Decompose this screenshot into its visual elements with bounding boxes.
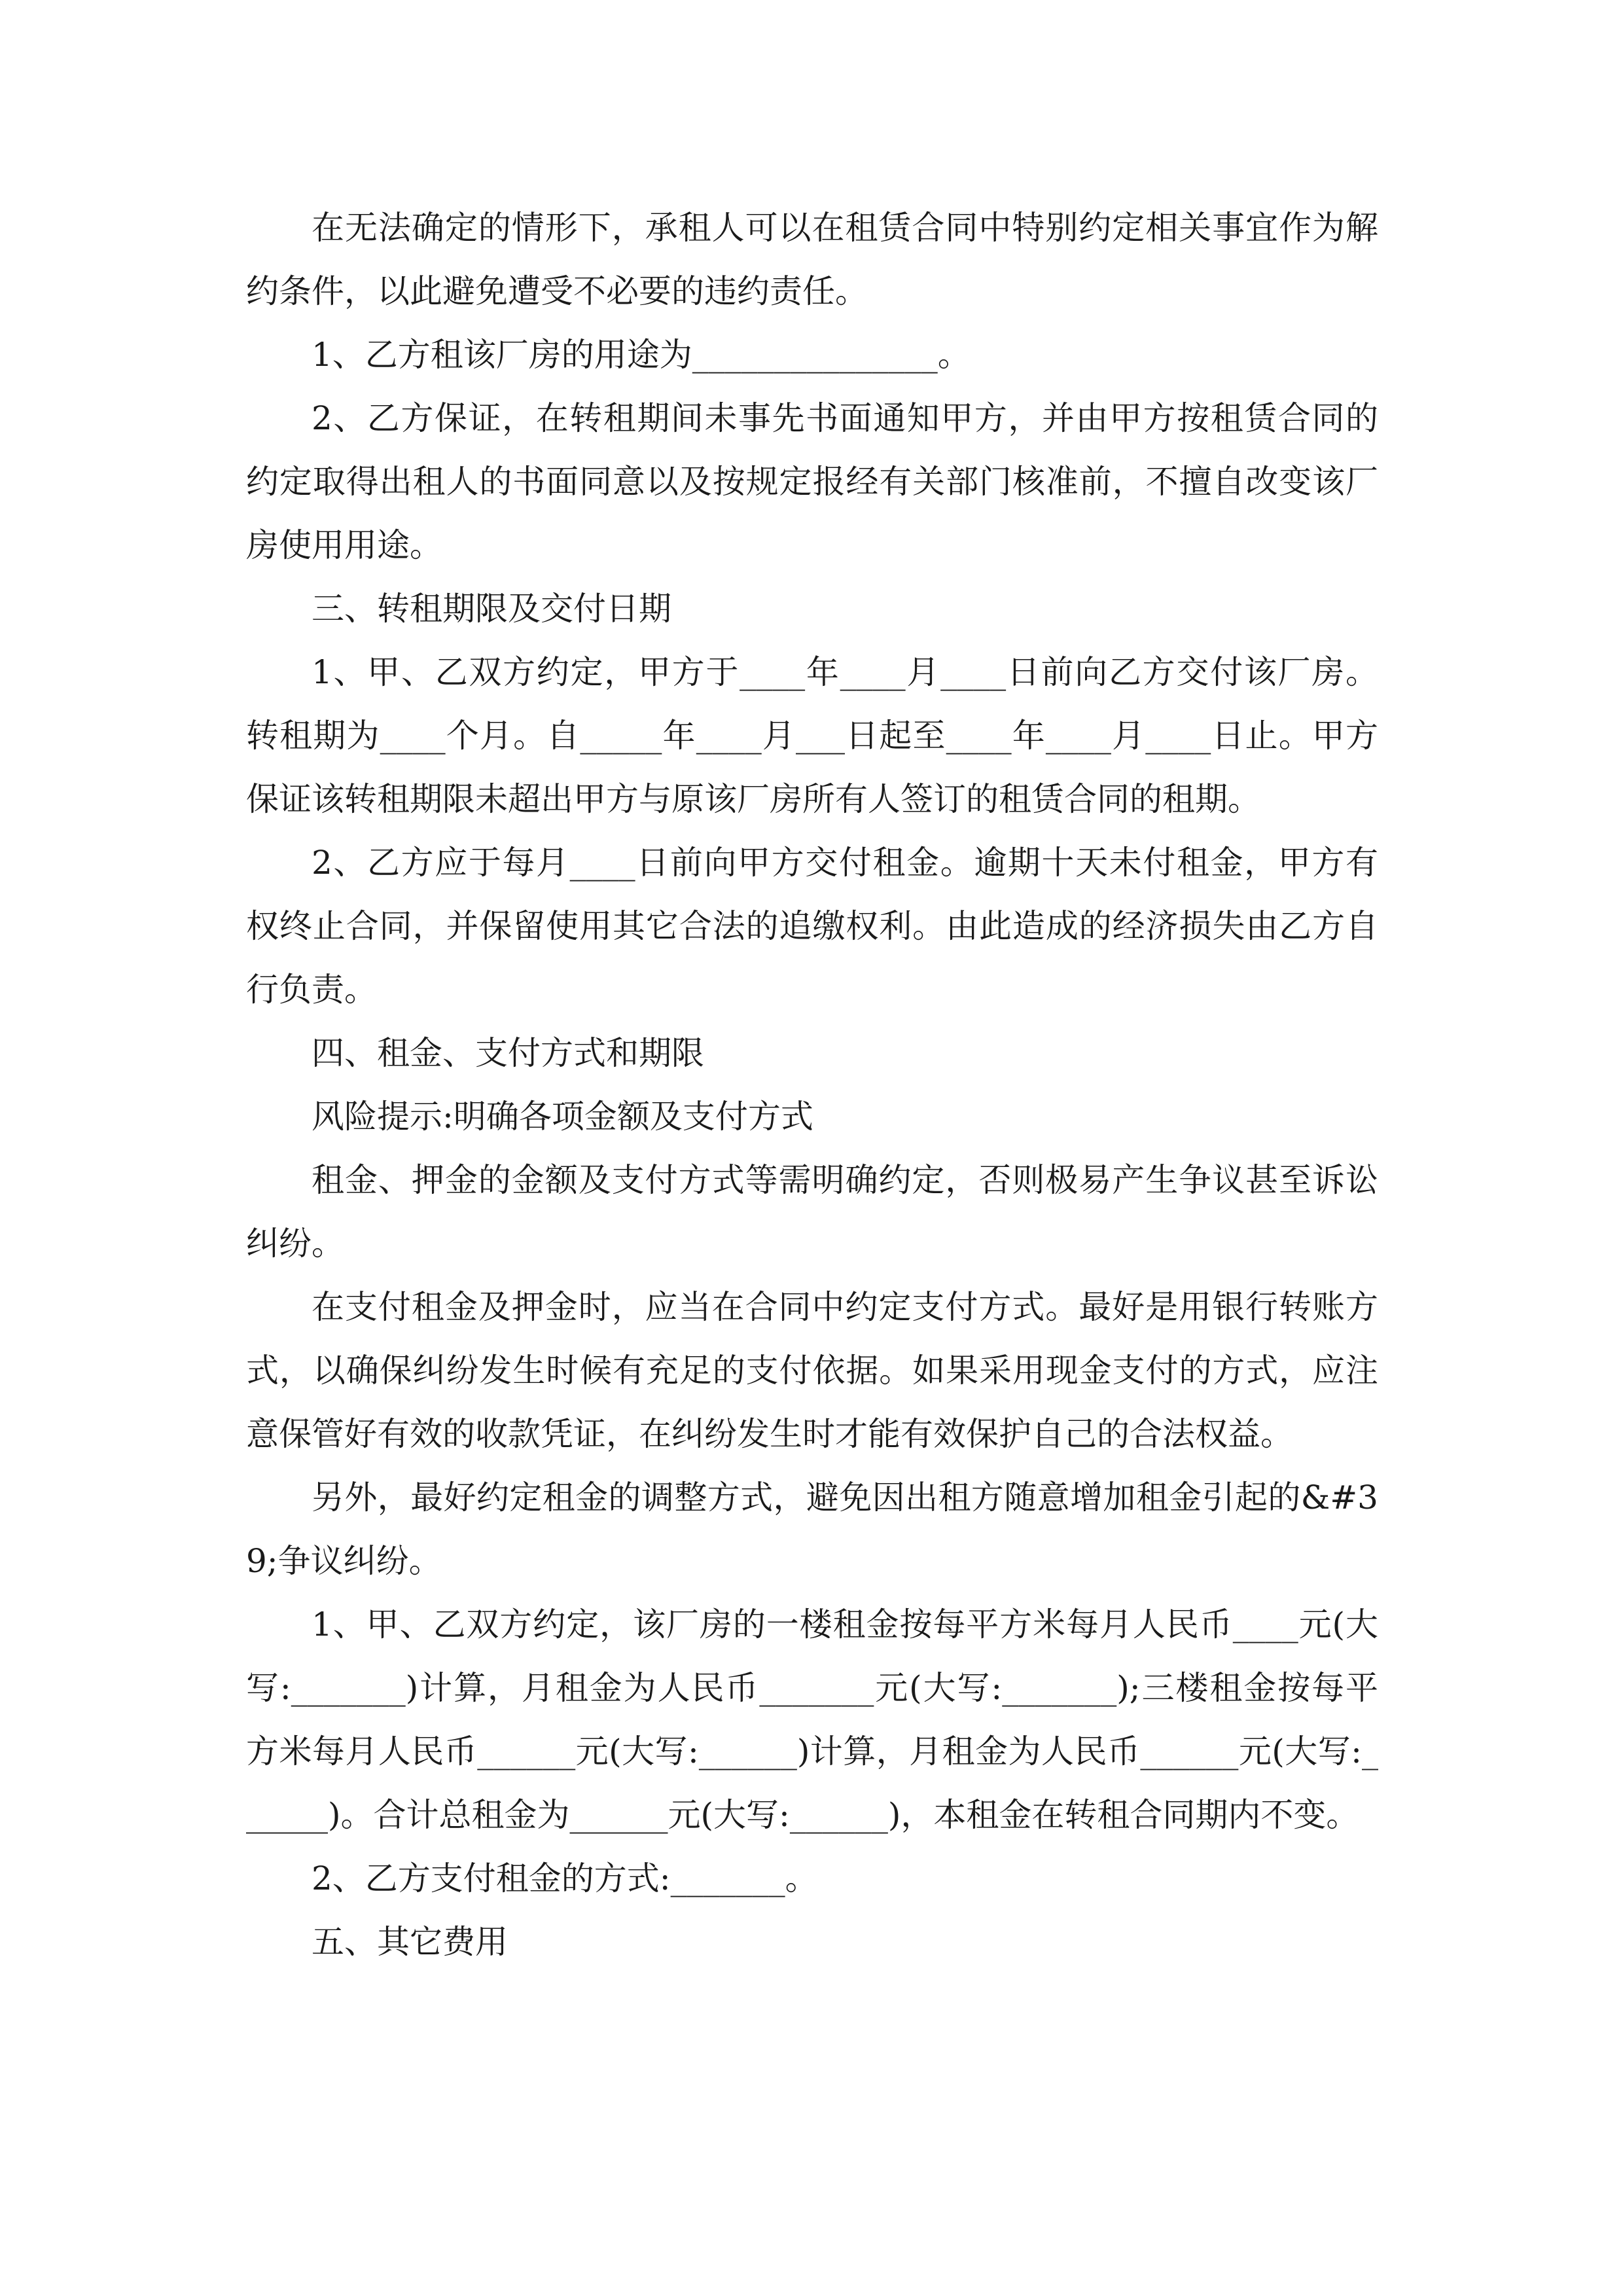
paragraph-risk-amounts: 租金、押金的金额及支付方式等需明确约定，否则极易产生争议甚至诉讼纠纷。 [246,1161,1378,1263]
paragraph-clause-payment-method: 2、乙方支付租金的方式:_______。 [312,1859,818,1897]
paragraph-termination-condition: 在无法确定的情形下，承租人可以在租赁合同中特别约定相关事宜作为解约条件，以此避免遭受不必要的违约责任。 [246,209,1378,310]
section-heading-rent-payment: 四、租金、支付方式和期限 [312,1034,704,1072]
paragraph-risk-payment-method: 在支付租金及押金时，应当在合同中约定支付方式。最好是用银行转账方式，以确保纠纷发生时候有充足的支付依据。如果采用现金支付的方式，应注意保管好有效的收款凭证，在纠纷发生时才能有效保护自己的合法权益。 [246,1288,1378,1453]
section-heading-other-fees: 五、其它费用 [312,1923,508,1961]
document-body [246,196,1378,1974]
paragraph-risk-rent-adjustment: 另外，最好约定租金的调整方式，避免因出租方随意增加租金引起的&#39;争议纠纷。 [246,1479,1378,1580]
section-heading-sublease-term: 三、转租期限及交付日期 [312,590,671,628]
paragraph-clause-rent-amounts: 1、甲、乙双方约定，该厂房的一楼租金按每平方米每月人民币____元(大写:_______)计算，月租金为人民币_______元(大写:_______);三楼租金按每平方米每月人民币______元(大写:______)计算，月租金为人民币______元(大写:______)。合计总租金为______元(大写:______)，本租金在转租合同期内不变。 [246,1605,1378,1834]
paragraph-clause-usage-guarantee: 2、乙方保证，在转租期间未事先书面通知甲方，并由甲方按租赁合同的约定取得出租人的书面同意以及按规定报经有关部门核准前，不擅自改变该厂房使用用途。 [246,399,1378,564]
risk-notice-heading: 风险提示:明确各项金额及支付方式 [312,1098,813,1136]
paragraph-clause-delivery-date: 1、甲、乙双方约定，甲方于____年____月____日前向乙方交付该厂房。转租期为____个月。自_____年____月___日起至____年____月____日止。甲方保证该转租期限未超出甲方与原该厂房所有人签订的租赁合同的租期。 [246,653,1378,818]
paragraph-clause-usage: 1、乙方租该厂房的用途为_______________。 [312,336,971,374]
paragraph-clause-rent-payment-deadline: 2、乙方应于每月____日前向甲方交付租金。逾期十天未付租金，甲方有权终止合同，并保留使用其它合法的追缴权利。由此造成的经济损失由乙方自行负责。 [246,844,1378,1009]
